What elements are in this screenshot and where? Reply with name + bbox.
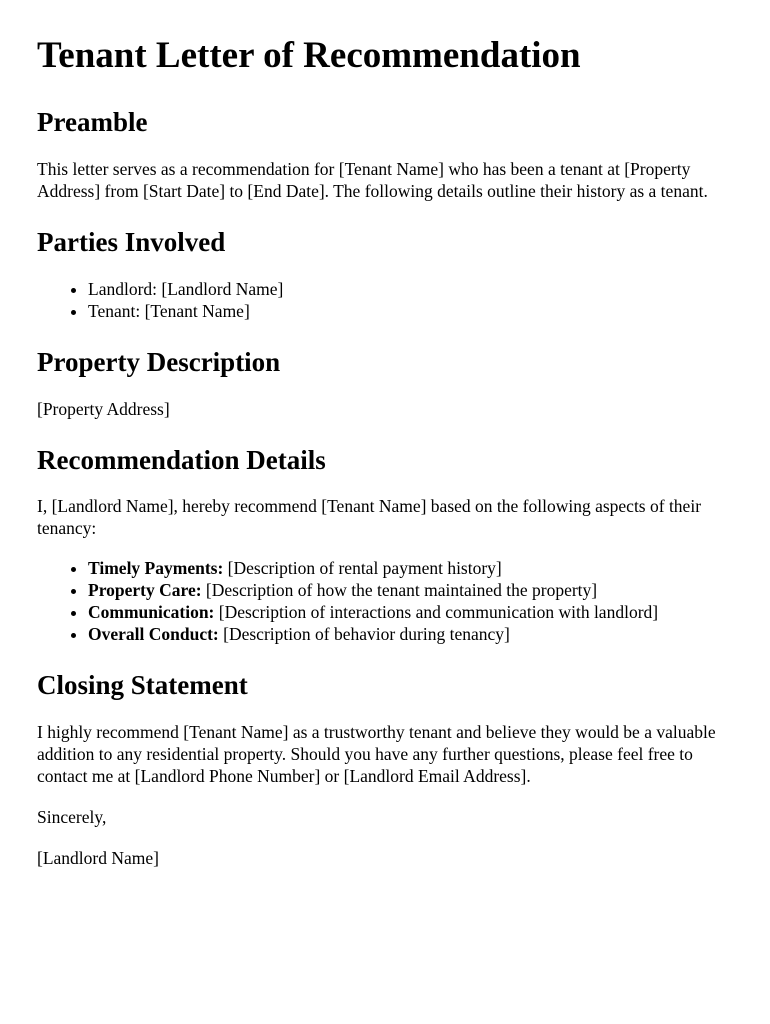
item-label: Communication:	[88, 602, 215, 623]
parties-list	[37, 278, 733, 322]
closing-text: I highly recommend [Tenant Name] as a trustworthy tenant and believe they would be a valuable addition to any residential property. Should you have any further questions, please feel free to contact me at [Landlord Phone Number] or [Landlord Email Address].	[37, 722, 716, 787]
recommendation-list	[37, 557, 733, 645]
item-text: [Description of rental payment history]	[227, 558, 502, 579]
preamble-section	[37, 106, 733, 202]
property-section	[37, 346, 733, 420]
list-item-timely-payments	[88, 557, 733, 579]
preamble-heading: Preamble	[37, 107, 148, 138]
preamble-text: This letter serves as a recommendation for [Tenant Name] who has been a tenant at [Property Address] from [Start Date] to [End Date]. The following details outline their history as a tenant.	[37, 159, 708, 202]
recommendation-heading: Recommendation Details	[37, 444, 326, 475]
list-item-overall-conduct	[88, 623, 733, 645]
list-item-landlord: • Landlord: [Landlord Name]	[88, 278, 733, 300]
property-text: [Property Address]	[37, 398, 170, 419]
closing-section	[37, 669, 733, 869]
parties-section	[37, 226, 733, 322]
closing-salutation: Sincerely,	[37, 807, 107, 828]
document-title: Tenant Letter of Recommendation	[37, 35, 581, 76]
item-text: [Description of interactions and communication with landlord]	[218, 602, 659, 623]
parties-heading: Parties Involved	[37, 227, 226, 258]
property-heading: Property Description	[37, 346, 281, 377]
item-label: Property Care:	[88, 580, 202, 601]
recommendation-section	[37, 444, 733, 646]
list-item-property-care	[88, 579, 733, 601]
recommendation-intro: I, [Landlord Name], hereby recommend [Tenant Name] based on the following aspects of their tenancy:	[37, 496, 702, 539]
signature-name: [Landlord Name]	[37, 848, 159, 869]
item-label: Overall Conduct:	[88, 624, 219, 645]
list-item-communication	[88, 601, 733, 623]
list-item-tenant: • Tenant: [Tenant Name]	[88, 300, 733, 322]
item-text: [Description of how the tenant maintained the property]	[205, 580, 598, 601]
item-label: Timely Payments:	[88, 558, 224, 579]
closing-heading: Closing Statement	[37, 670, 248, 701]
item-text: [Description of behavior during tenancy]	[223, 624, 510, 645]
